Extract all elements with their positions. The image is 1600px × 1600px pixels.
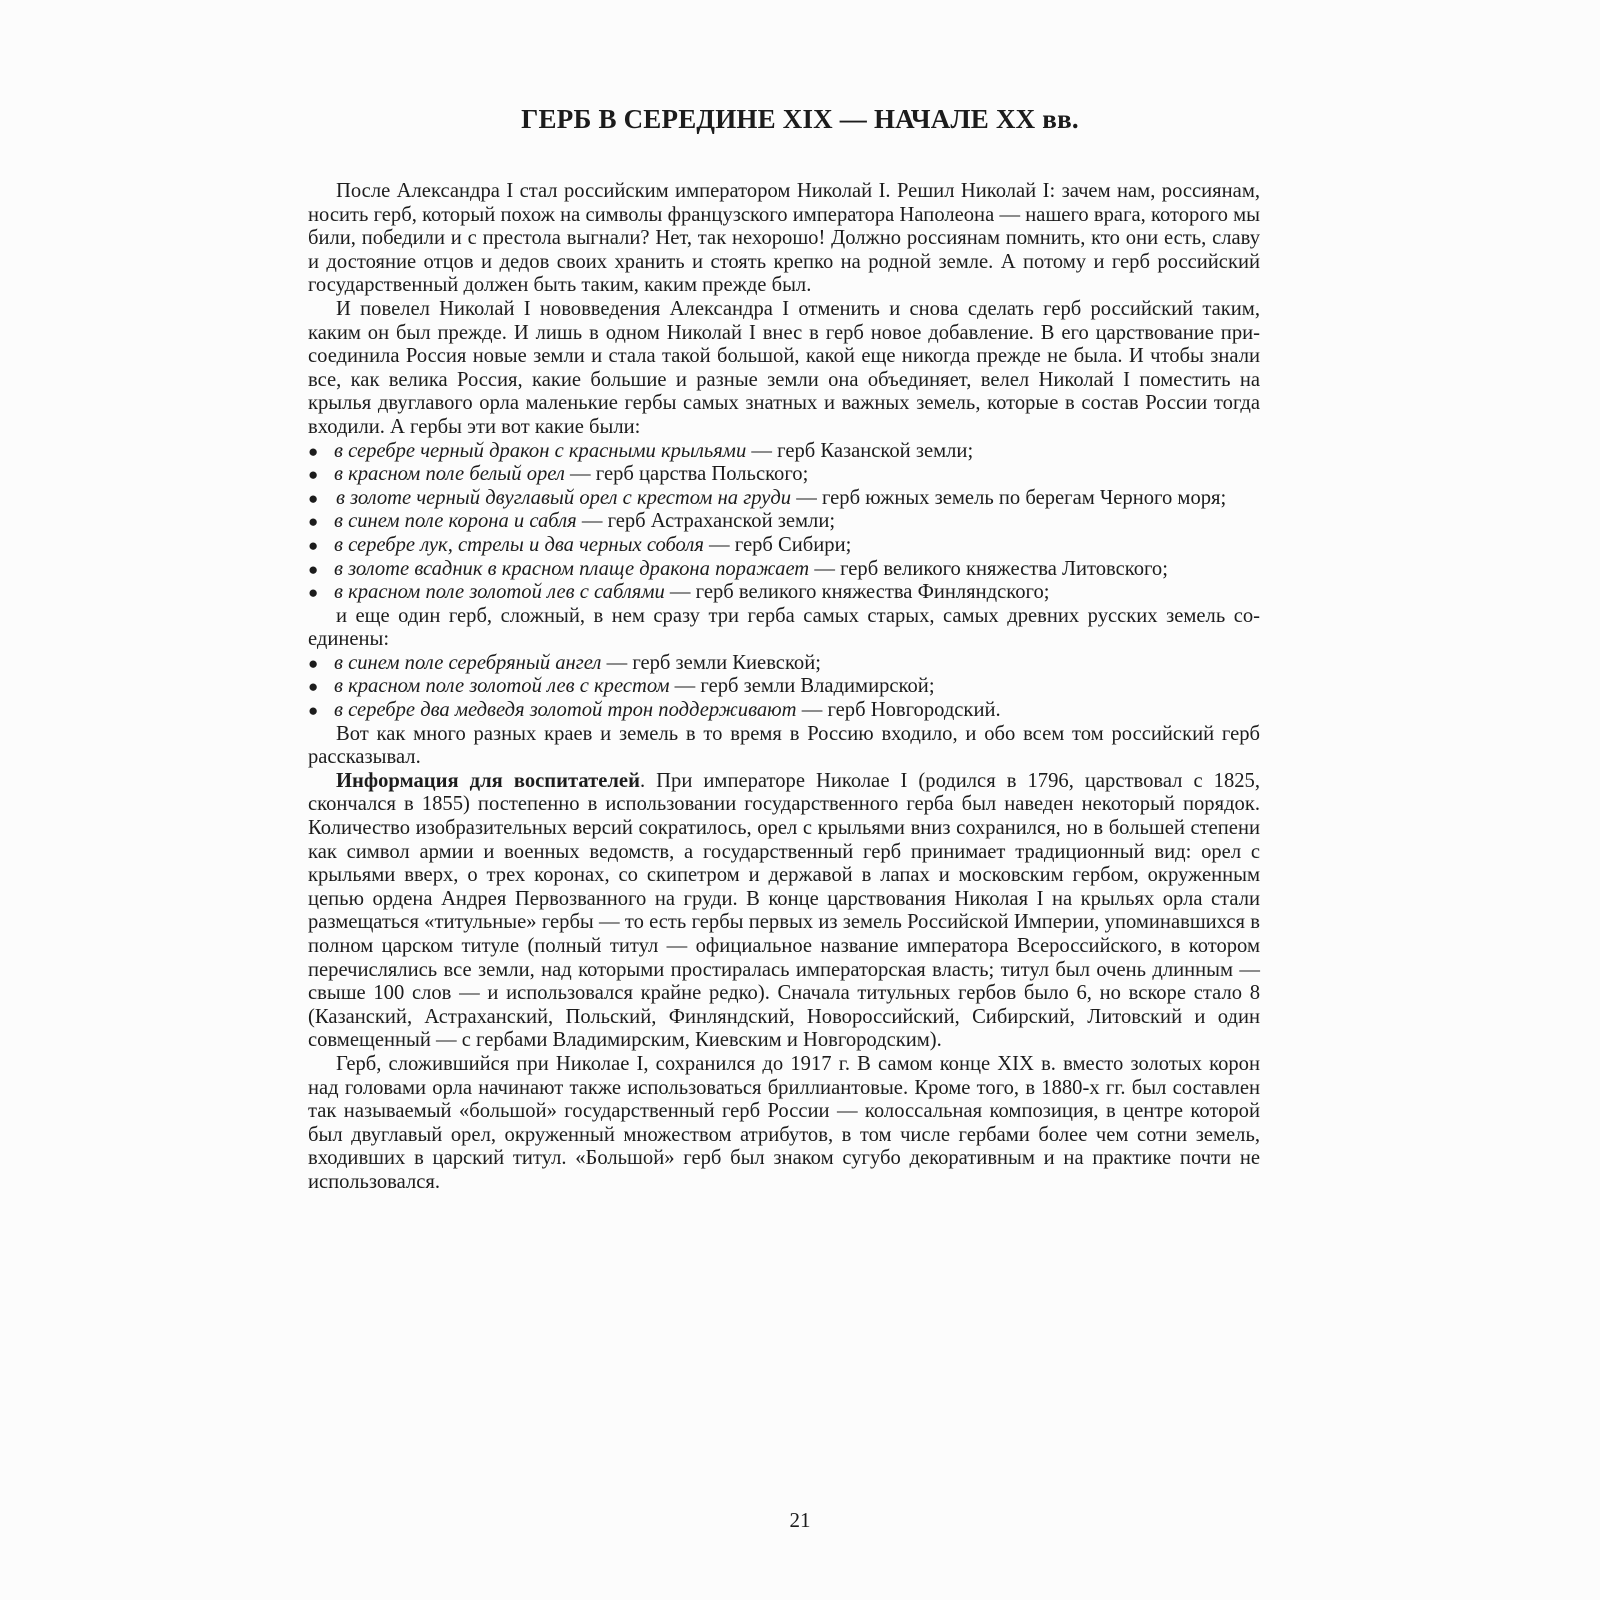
coat-of-arms-list [308, 440, 1260, 605]
list-item [308, 510, 1260, 534]
bullet-icon: ● [308, 535, 319, 555]
list-item-italic: в золоте всадник в красном плаще дракона поражает [334, 557, 810, 580]
list-item-text: — герб Новгородский. [796, 699, 1001, 722]
list-item-text: — герб Астраханской земли; [576, 510, 836, 533]
list-item [308, 558, 1260, 582]
paragraph: Вот как много разных краев и земель в то время в Россию входило, и обо всем том российский герб рассказывал. [308, 722, 1260, 769]
bullet-icon: ● [308, 512, 319, 532]
list-item [308, 652, 1260, 676]
educator-info-label: Информация для воспитателей [336, 769, 640, 792]
page-number: 21 [789, 1508, 811, 1532]
list-item-text: — герб Казанской земли; [746, 439, 974, 462]
list-item-text: — герб великого княжества Финляндского; [664, 581, 1050, 604]
paragraph: И повелел Николай I нововведения Александра I отменить и снова сделать герб российский таким, каким он был прежде. И лишь в одном Николай I внес в герб новое добавление. В его царствование присоединила Россия новые земли и стала такой большой, какой еще никогда прежде не была. И чтобы знали все, как велика Россия, какие большие и разные земли она объединяет, велел Николай I поместить на крылья двуглавого орла маленькие гербы самых знатных и важных земель, которые в состав России тогда входили. А гербы эти вот какие были: [308, 297, 1260, 438]
list-item-italic: в серебре черный дракон с красными крыльями [334, 439, 747, 462]
page-title: ГЕРБ В СЕРЕДИНЕ XIX — НАЧАЛЕ XX вв. [521, 104, 1079, 134]
list-item-text: — герб великого княжества Литовского; [809, 557, 1168, 580]
list-item [308, 463, 1260, 487]
educator-info-text: . При императоре Николае I (родился в 1796, царствовал с 1825, скончался в 1855) постепенно в использовании государственного герба был наведен некоторый порядок. Количество изобразительных версий сократилось, орел с крыльями вниз сохранился, но в большей степени как символ армии и военных ведомств, а государственный герб принимает традиционный вид: орел с крыльями вверх, о трех коронах, со скипетром и державой в лапах и московским гербом, окруженным цепью ордена Андрея Первозванного на груди. В конце царствования Николая I на крыльях орла стали размещаться «титульные» гербы — то есть гербы первых из земель Российской Империи, упоминавшихся в полном царском титуле (полный титул — официальное название императора Всероссийского, в котором перечислялись все земли, над которыми простиралась императорская власть; титул был очень длинным — свыше 100 слов — и использовался крайне редко). Сначала титульных гербов было 6, но вскоре стало 8 (Казанский, Астраханский, Польский, Финляндский, Новороссийский, Сибирский, Литовский и один совмещенный — с гербами Владимирским, Киевским и Новгородским). [308, 769, 1260, 1052]
list-item-italic: в синем поле корона и сабля [334, 510, 577, 533]
list-item-italic: в красном поле золотой лев с крестом [334, 675, 670, 698]
list-item [308, 699, 1260, 723]
list-item-italic: в красном поле белый орел [334, 463, 565, 486]
bullet-icon: ● [308, 653, 319, 673]
bullet-icon: ● [308, 441, 319, 461]
ancient-lands-list [308, 652, 1260, 723]
list-item-text: — герб царства Польского; [564, 463, 809, 486]
bullet-icon: ● [308, 465, 319, 485]
bullet-icon: ● [308, 583, 319, 603]
list-item [308, 581, 1260, 605]
list-item-text: — герб Сибири; [703, 533, 852, 556]
list-item [308, 675, 1260, 699]
list-item-italic: в красном поле золотой лев с саблями [334, 581, 665, 604]
list-item-italic: в серебре лук, стрелы и два черных соболя [334, 533, 704, 556]
body-text [308, 180, 1260, 1195]
bullet-icon: ● [308, 701, 319, 721]
list-item-italic: в серебре два медведя золотой трон поддерживают [334, 699, 797, 722]
paragraph: и еще один герб, сложный, в нем сразу три герба самых старых, самых древних русских земель соединены: [308, 604, 1260, 651]
list-item-text: — герб земли Владимирской; [669, 675, 935, 698]
paragraph: Герб, сложившийся при Николае I, сохранился до 1917 г. В самом конце XIX в. вместо золотых корон над головами орла начинают также использоваться бриллиантовые. Кроме того, в 1880-х гг. был составлен так называемый «большой» государственный герб России — колоссальная композиция, в центре которой был двуглавый орел, окруженный множеством атрибутов, в том числе гербами более чем сотни земель, входивших в царский титул. «Большой» герб был знаком сугубо декоративным и на практике почти не использовался. [308, 1052, 1260, 1193]
bullet-icon: ● [308, 488, 319, 508]
list-item-text: — герб земли Киевской; [601, 651, 821, 674]
list-item-italic: в золоте черный двуглавый орел с крестом на груди [336, 486, 792, 509]
paragraph: После Александра I стал российским императором Николай I. Решил Николай I: зачем нам, россиянам, носить герб, который похож на символы французского императора Наполеона — нашего врага, которого мы били, победили и с престола выгнали? Нет, так нехорошо! Должно россиянам помнить, кто они есть, славу и достояние отцов и дедов своих хранить и стоять крепко на родной земле. А потому и герб российский государственный должен быть таким, каким прежде был. [308, 180, 1260, 297]
list-item-text: — герб южных земель по берегам Черного моря; [791, 486, 1227, 509]
bullet-icon: ● [308, 677, 319, 697]
list-item [308, 534, 1260, 558]
list-item [308, 487, 1260, 511]
list-item-italic: в синем поле серебряный ангел [334, 651, 602, 674]
educator-info-paragraph [308, 770, 1260, 1053]
bullet-icon: ● [308, 559, 319, 579]
list-item [308, 440, 1260, 464]
